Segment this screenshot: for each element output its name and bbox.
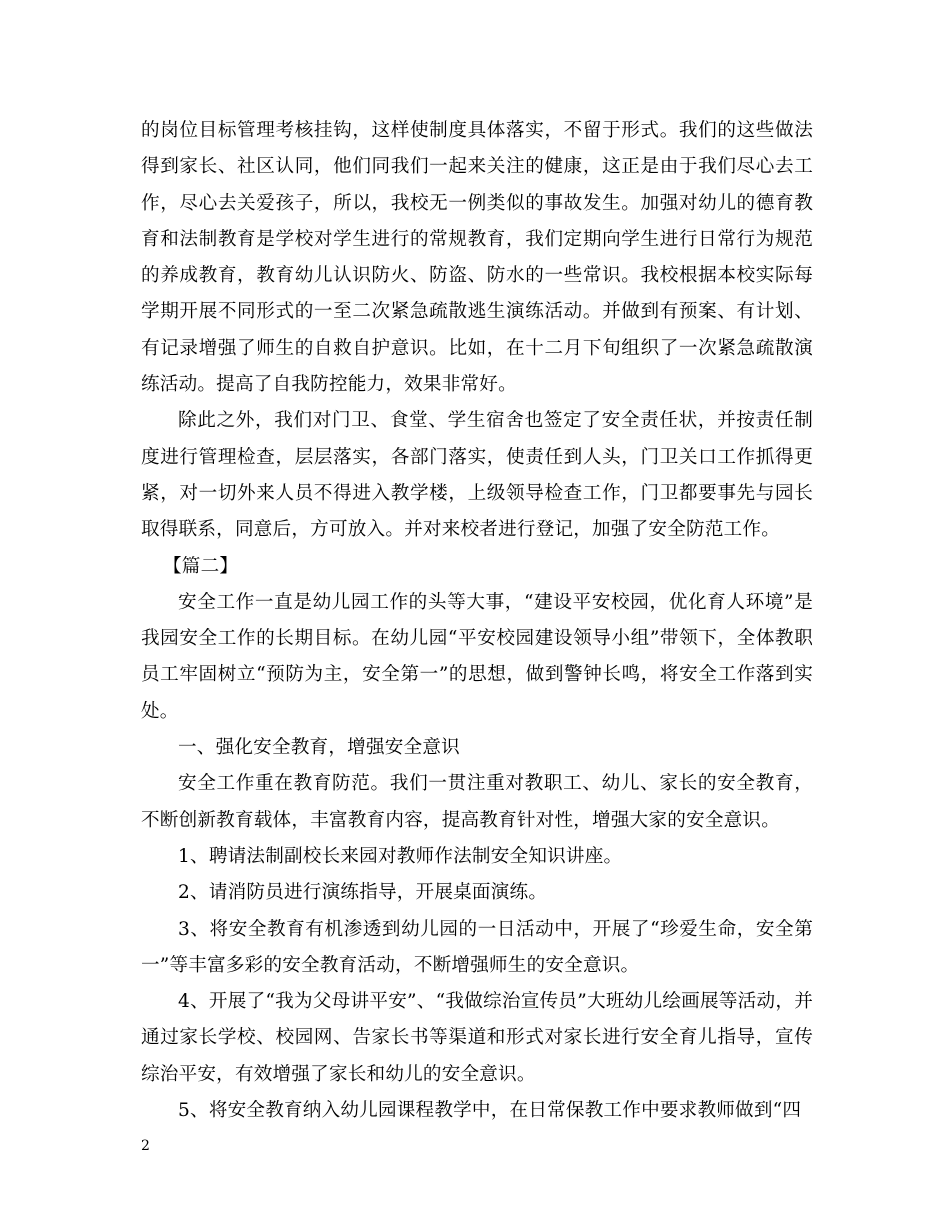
list-item-5: 5、将安全教育纳入幼儿园课程教学中，在日常保教工作中要求教师做到“四 <box>178 1100 802 1122</box>
document-body <box>141 113 813 1129</box>
section-heading-part-two: 【篇二】 <box>163 555 239 577</box>
paragraph-intro: 安全工作一直是幼儿园工作的头等大事，“建设平安校园，优化育人环境”是我园安全工作的长期目标。在幼儿园“平安校园建设领导小组”带领下，全体教职员工牢固树立“预防为主，安全第一”的思想，做到警钟长鸣，将安全工作落到实处。 <box>141 591 813 722</box>
page-number: 2 <box>141 1138 150 1154</box>
paragraph-security-duties: 除此之外，我们对门卫、食堂、学生宿舍也签定了安全责任状，并按责任制度进行管理检查，层层落实，各部门落实，使责任到人头，门卫关口工作抓得更紧，对一切外来人员不得进入教学楼，上级领导检查工作，门卫都要事先与园长取得联系，同意后，方可放入。并对来校者进行登记，加强了安全防范工作。 <box>141 410 813 541</box>
list-item-1: 1、聘请法制副校长来园对教师作法制安全知识讲座。 <box>178 845 623 867</box>
list-item-4: 4、开展了“我为父母讲平安”、“我做综治宣传员”大班幼儿绘画展等活动，并通过家长学校、校园网、告家长书等渠道和形式对家长进行安全育儿指导，宣传综治平安，有效增强了家长和幼儿的安全意识。 <box>141 991 813 1085</box>
subheading-safety-education: 一、强化安全教育，增强安全意识 <box>178 737 460 759</box>
list-item-3: 3、将安全教育有机渗透到幼儿园的一日活动中，开展了“珍爱生命，安全第一”等丰富多彩的安全教育活动，不断增强师生的安全意识。 <box>141 918 813 976</box>
list-item-2: 2、请消防员进行演练指导，开展桌面演练。 <box>178 882 548 904</box>
paragraph-education-focus: 安全工作重在教育防范。我们一贯注重对教职工、幼儿、家长的安全教育，不断创新教育载体，丰富教育内容，提高教育针对性，增强大家的安全意识。 <box>141 773 813 831</box>
paragraph-continuation: 的岗位目标管理考核挂钩，这样使制度具体落实，不留于形式。我们的这些做法得到家长、社区认同，他们同我们一起来关注的健康，这正是由于我们尽心去工作，尽心去关爱孩子，所以，我校无一例类似的事故发生。加强对幼儿的德育教育和法制教育是学校对学生进行的常规教育，我们定期向学生进行日常行为规范的养成教育，教育幼儿认识防火、防盗、防水的一些常识。我校根据本校实际每学期开展不同形式的一至二次紧急疏散逃生演练活动。并做到有预案、有计划、有记录增强了师生的自救自护意识。比如，在十二月下旬组织了一次紧急疏散演练活动。提高了自我防控能力，效果非常好。 <box>141 120 813 396</box>
